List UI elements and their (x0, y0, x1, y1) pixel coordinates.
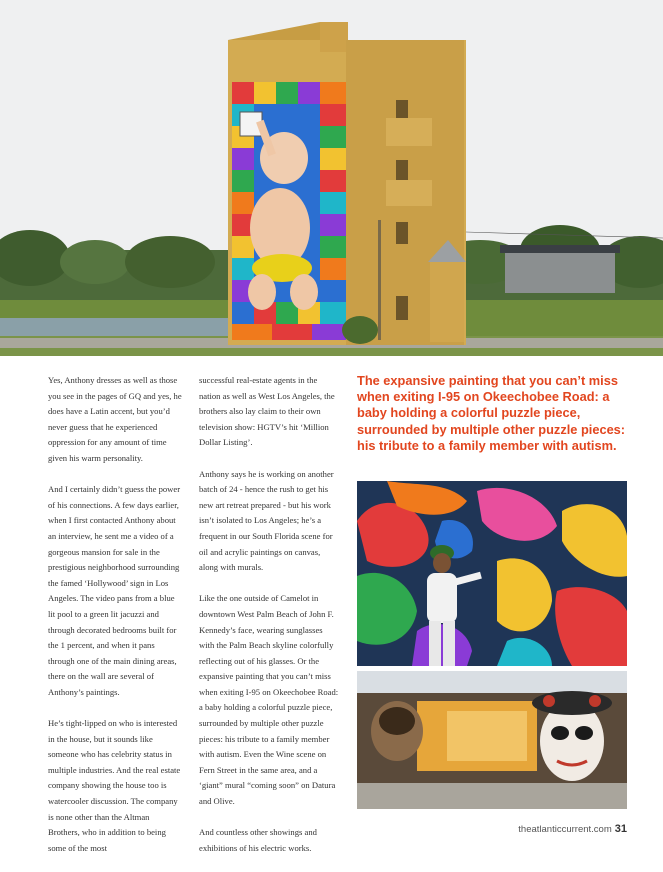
column-1-paragraph-3: He’s tight-lipped on who is interested in the house, but it sounds like someone who has celebrity status in multiple industries. And the real estate company showing the house too is watercooler discussion. The company is none other than the Altman Brothers, who in addition to being some of the most (48, 718, 181, 853)
photo-artist-painting-mural (357, 481, 627, 666)
street-mural-illustration (357, 671, 627, 809)
column-2-paragraph-1: successful real-estate agents in the nation as well as West Los Angeles, the brothers also lay claim to their own television show: HGTV’s hit ‘Million Dollar Listing’. (199, 375, 335, 448)
photo-street-mural-faces (357, 671, 627, 809)
artist-painting-illustration (357, 481, 627, 666)
page-footer (518, 823, 627, 835)
column-2-paragraph-4: And countless other showings and exhibitions of his electric works. (199, 827, 317, 853)
column-2-paragraph-3: Like the one outside of Camelot in downtown West Palm Beach of John F. Kennedy’s face, wearing sunglasses with the Palm Beach skyline colorfully reflecting out of his glasses. Or the expansive painting that you can’t miss when exiting I-95 on Okeechobee Road: a baby holding a colorful puzzle piece, surrounded by multiple other puzzle pieces: his tribute to a family member with autism. Even the Wine scene on Fern Street in the same area, and a ‘giant” mural “coming soon” on Datura and Olive. (199, 593, 339, 807)
pull-quote: The expansive painting that you can’t miss when exiting I-95 on Okeechobee Road: a baby holding a colorful puzzle piece, surrounded by multiple other puzzle pieces: his tribute to a family member with autism. (357, 373, 626, 453)
article-column-1 (48, 373, 183, 872)
hero-photo-mural-tower (0, 0, 663, 356)
page-number: 31 (614, 823, 627, 835)
column-1-paragraph-2: And I certainly didn’t guess the power of his connections. A few days earlier, when I first contacted Anthony about an interview, he sent me a video of a gorgeous mansion for sale in the prestigious neighborhood surrounding the famed ‘Hollywood’ sign in Los Angeles. The video pans from a blue lit pool to a green lit jacuzzi and through decorated bedrooms built for the 1 percent, and when it pans through one of the main dining areas, there on the wall are several of Anthony’s paintings. (48, 484, 181, 697)
footer-site: theatlanticcurrent.com (518, 824, 612, 835)
mural-tower-illustration (0, 0, 663, 356)
article-column-2 (199, 373, 339, 872)
column-1-paragraph-1: Yes, Anthony dresses as well as those you see in the pages of GQ and yes, he does have a Latin accent, but you’d never guess that he experienced oppression for any amount of time given his warm personality. (48, 375, 182, 463)
column-2-paragraph-2: Anthony says he is working on another batch of 24 - hence the rush to get his new art retreat prepared - but his work isn’t isolated to Los Angeles; he’s a frequent in our South Florida scene for oil and acrylic paintings on canvas, along with murals. (199, 468, 334, 573)
